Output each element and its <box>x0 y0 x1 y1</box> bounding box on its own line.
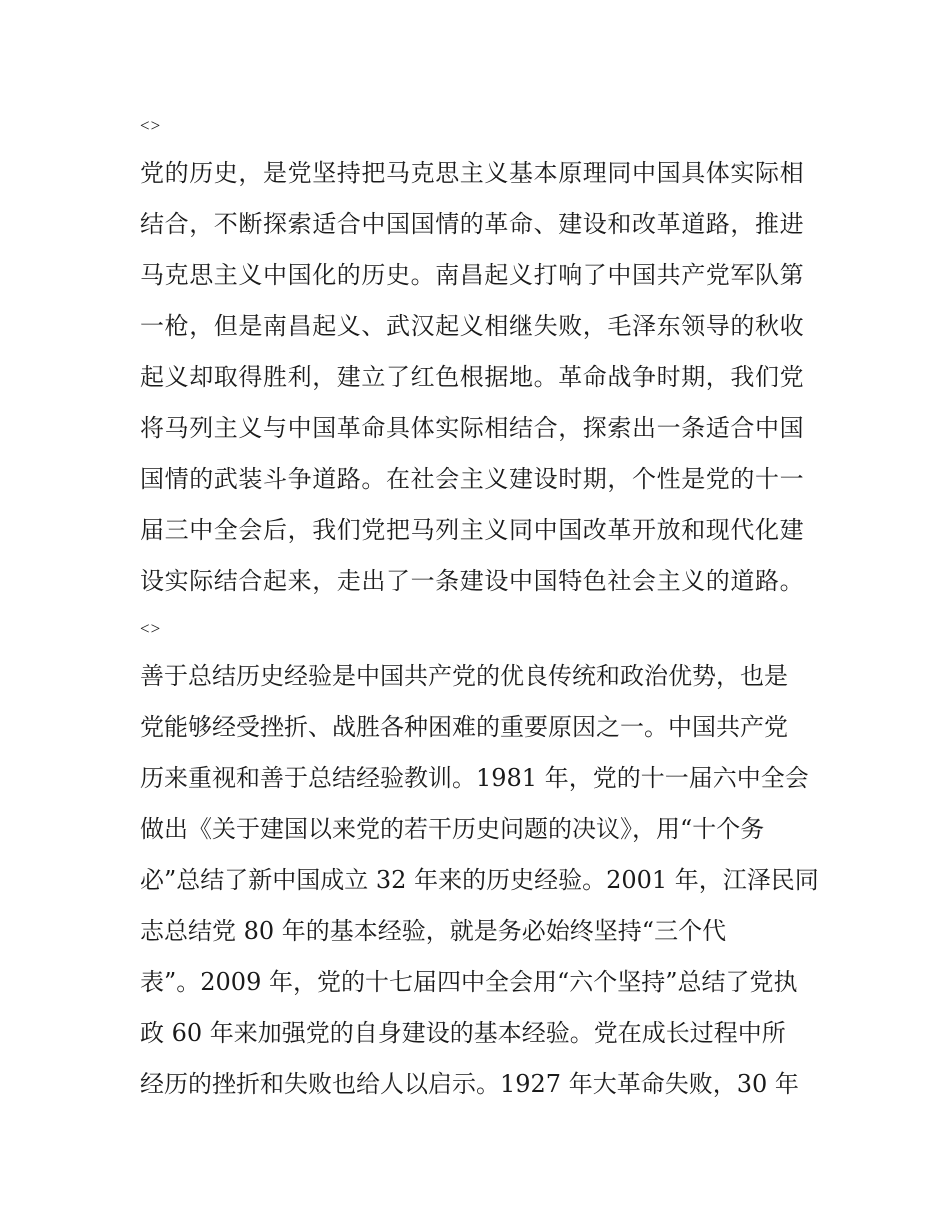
text-line: 设实际结合起来，走出了一条建设中国特色社会主义的道路。 <box>140 567 805 595</box>
document-body <box>140 104 820 1110</box>
text-line: 党的历史，是党坚持把马克思主义基本原理同中国具体实际相 <box>140 159 805 187</box>
text-line: 做出《关于建国以来党的若干历史问题的决议》，用“十个务 <box>140 815 765 843</box>
text-line: 必”总结了新中国成立 32 年来的历史经验。2001 年，江泽民同 <box>140 866 819 894</box>
text-line: 结合，不断探索适合中国国情的革命、建设和改革道路，推进 <box>140 210 805 238</box>
text-line: 经历的挫折和失败也给人以启示。1927 年大革命失败，30 年 <box>140 1070 799 1098</box>
text-line: 国情的武装斗争道路。在社会主义建设时期，个性是党的十一 <box>140 465 805 493</box>
section-marker: <> <box>140 116 162 135</box>
text-line: 党能够经受挫折、战胜各种困难的重要原因之一。中国共产党 <box>140 713 788 741</box>
text-line: 马克思主义中国化的历史。南昌起义打响了中国共产党军队第 <box>140 261 805 289</box>
text-line: 政 60 年来加强党的自身建设的基本经验。党在成长过程中所 <box>140 1019 786 1047</box>
paragraph-historical-experience <box>140 651 820 1110</box>
text-line: 历来重视和善于总结经验教训。1981 年，党的十一届六中全会 <box>140 764 809 792</box>
text-line: 一枪，但是南昌起义、武汉起义相继失败，毛泽东领导的秋收 <box>140 312 805 340</box>
section-marker: <> <box>140 619 162 638</box>
paragraph-party-history <box>140 148 820 607</box>
text-line: 表”。2009 年，党的十七届四中全会用“六个坚持”总结了党执 <box>140 968 798 996</box>
text-line: 善于总结历史经验是中国共产党的优良传统和政治优势，也是 <box>140 662 788 690</box>
text-line: 志总结党 80 年的基本经验，就是务必始终坚持“三个代 <box>140 917 727 945</box>
text-line: 起义却取得胜利，建立了红色根据地。革命战争时期，我们党 <box>140 363 805 391</box>
text-line: 届三中全会后，我们党把马列主义同中国改革开放和现代化建 <box>140 516 805 544</box>
text-line: 将马列主义与中国革命具体实际相结合，探索出一条适合中国 <box>140 414 805 442</box>
